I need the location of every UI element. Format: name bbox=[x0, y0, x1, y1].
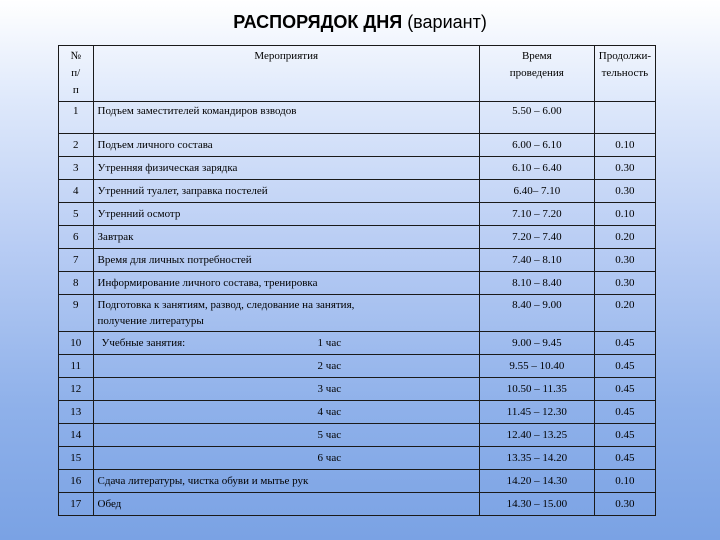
row-duration: 0.10 bbox=[594, 470, 655, 493]
row-duration: 0.10 bbox=[594, 134, 655, 157]
row-number: 3 bbox=[59, 157, 94, 180]
lesson-hour: 6 час bbox=[317, 452, 342, 464]
header-duration: Продолжи- тельность bbox=[594, 46, 655, 102]
row-event: Завтрак bbox=[93, 226, 479, 249]
lesson-hour: 5 час bbox=[317, 429, 342, 441]
row-event: Время для личных потребностей bbox=[93, 249, 479, 272]
row-duration: 0.20 bbox=[594, 226, 655, 249]
row-time: 10.50 – 11.35 bbox=[479, 378, 594, 401]
row-number: 16 bbox=[59, 470, 94, 493]
row-time: 9.55 – 10.40 bbox=[479, 355, 594, 378]
page-title bbox=[0, 12, 720, 33]
row-time: 12.40 – 13.25 bbox=[479, 424, 594, 447]
row-event: Информирование личного состава, тренировка bbox=[93, 272, 479, 295]
row-event bbox=[93, 424, 479, 447]
row-duration: 0.45 bbox=[594, 424, 655, 447]
row-time: 13.35 – 14.20 bbox=[479, 447, 594, 470]
row-event bbox=[93, 295, 479, 332]
row-duration: 0.45 bbox=[594, 378, 655, 401]
row-time: 7.10 – 7.20 bbox=[479, 203, 594, 226]
row-event: Сдача литературы, чистка обуви и мытье рук bbox=[93, 470, 479, 493]
row-event: Подъем заместителей командиров взводов bbox=[93, 102, 479, 134]
table-row bbox=[59, 180, 656, 203]
table-row bbox=[59, 272, 656, 295]
table-row bbox=[59, 102, 656, 134]
row-event: Утренняя физическая зарядка bbox=[93, 157, 479, 180]
row-number: 7 bbox=[59, 249, 94, 272]
event-text bbox=[98, 427, 314, 443]
row-event bbox=[93, 401, 479, 424]
header-event: Мероприятия bbox=[93, 46, 479, 102]
row-number: 5 bbox=[59, 203, 94, 226]
table-row bbox=[59, 203, 656, 226]
row-number: 14 bbox=[59, 424, 94, 447]
lesson-hour: 1 час bbox=[317, 337, 342, 349]
row-number: 17 bbox=[59, 493, 94, 516]
row-time: 8.10 – 8.40 bbox=[479, 272, 594, 295]
table-row bbox=[59, 226, 656, 249]
table-row bbox=[59, 470, 656, 493]
table-row bbox=[59, 493, 656, 516]
row-duration bbox=[594, 102, 655, 134]
row-duration: 0.30 bbox=[594, 272, 655, 295]
row-time: 7.40 – 8.10 bbox=[479, 249, 594, 272]
row-number: 6 bbox=[59, 226, 94, 249]
row-duration: 0.45 bbox=[594, 355, 655, 378]
title-main: РАСПОРЯДОК ДНЯ bbox=[233, 12, 403, 32]
row-duration: 0.30 bbox=[594, 493, 655, 516]
row-duration: 0.30 bbox=[594, 157, 655, 180]
event-text: Учебные занятия: bbox=[101, 337, 186, 349]
row-time: 6.10 – 6.40 bbox=[479, 157, 594, 180]
row-duration: 0.45 bbox=[594, 332, 655, 355]
header-number: № п/ п bbox=[59, 46, 94, 102]
row-event bbox=[93, 332, 479, 355]
table-row bbox=[59, 401, 656, 424]
row-time: 7.20 – 7.40 bbox=[479, 226, 594, 249]
table-row bbox=[59, 295, 656, 332]
row-number: 11 bbox=[59, 355, 94, 378]
row-event bbox=[93, 355, 479, 378]
event-text bbox=[98, 381, 314, 397]
row-time: 14.20 – 14.30 bbox=[479, 470, 594, 493]
row-number: 10 bbox=[59, 332, 94, 355]
table-row bbox=[59, 249, 656, 272]
table-row bbox=[59, 134, 656, 157]
table-row bbox=[59, 332, 656, 355]
table-row bbox=[59, 447, 656, 470]
lesson-hour: 2 час bbox=[317, 360, 342, 372]
table-row bbox=[59, 355, 656, 378]
row-duration: 0.30 bbox=[594, 249, 655, 272]
row-event: Утренний осмотр bbox=[93, 203, 479, 226]
row-event: Обед bbox=[93, 493, 479, 516]
event-text-line1: Подготовка к занятиям, развод, следование на занятия, bbox=[97, 299, 355, 311]
row-event: Подъем личного состава bbox=[93, 134, 479, 157]
title-variant: (вариант) bbox=[407, 12, 487, 32]
row-number: 4 bbox=[59, 180, 94, 203]
row-duration: 0.45 bbox=[594, 447, 655, 470]
row-number: 1 bbox=[59, 102, 94, 134]
row-time: 8.40 – 9.00 bbox=[479, 295, 594, 332]
row-time: 11.45 – 12.30 bbox=[479, 401, 594, 424]
table-header-row bbox=[59, 46, 656, 102]
lesson-hour: 3 час bbox=[317, 383, 342, 395]
table-row bbox=[59, 157, 656, 180]
schedule-table bbox=[58, 45, 656, 516]
row-number: 9 bbox=[59, 295, 94, 332]
row-time: 9.00 – 9.45 bbox=[479, 332, 594, 355]
row-number: 2 bbox=[59, 134, 94, 157]
lesson-hour: 4 час bbox=[317, 406, 342, 418]
row-duration: 0.10 bbox=[594, 203, 655, 226]
row-number: 8 bbox=[59, 272, 94, 295]
row-event bbox=[93, 447, 479, 470]
row-duration: 0.45 bbox=[594, 401, 655, 424]
row-time: 6.00 – 6.10 bbox=[479, 134, 594, 157]
row-time: 5.50 – 6.00 bbox=[479, 102, 594, 134]
event-text bbox=[98, 450, 314, 466]
table-row bbox=[59, 378, 656, 401]
row-number: 13 bbox=[59, 401, 94, 424]
table-body bbox=[59, 102, 656, 516]
row-number: 12 bbox=[59, 378, 94, 401]
row-number: 15 bbox=[59, 447, 94, 470]
table-row bbox=[59, 424, 656, 447]
row-event bbox=[93, 378, 479, 401]
row-time: 14.30 – 15.00 bbox=[479, 493, 594, 516]
event-text-line2: получение литературы bbox=[97, 315, 204, 327]
row-event: Утренний туалет, заправка постелей bbox=[93, 180, 479, 203]
row-duration: 0.20 bbox=[594, 295, 655, 332]
row-duration: 0.30 bbox=[594, 180, 655, 203]
event-text bbox=[98, 358, 314, 374]
row-time: 6.40– 7.10 bbox=[479, 180, 594, 203]
event-text bbox=[98, 404, 314, 420]
header-time: Время проведения bbox=[479, 46, 594, 102]
